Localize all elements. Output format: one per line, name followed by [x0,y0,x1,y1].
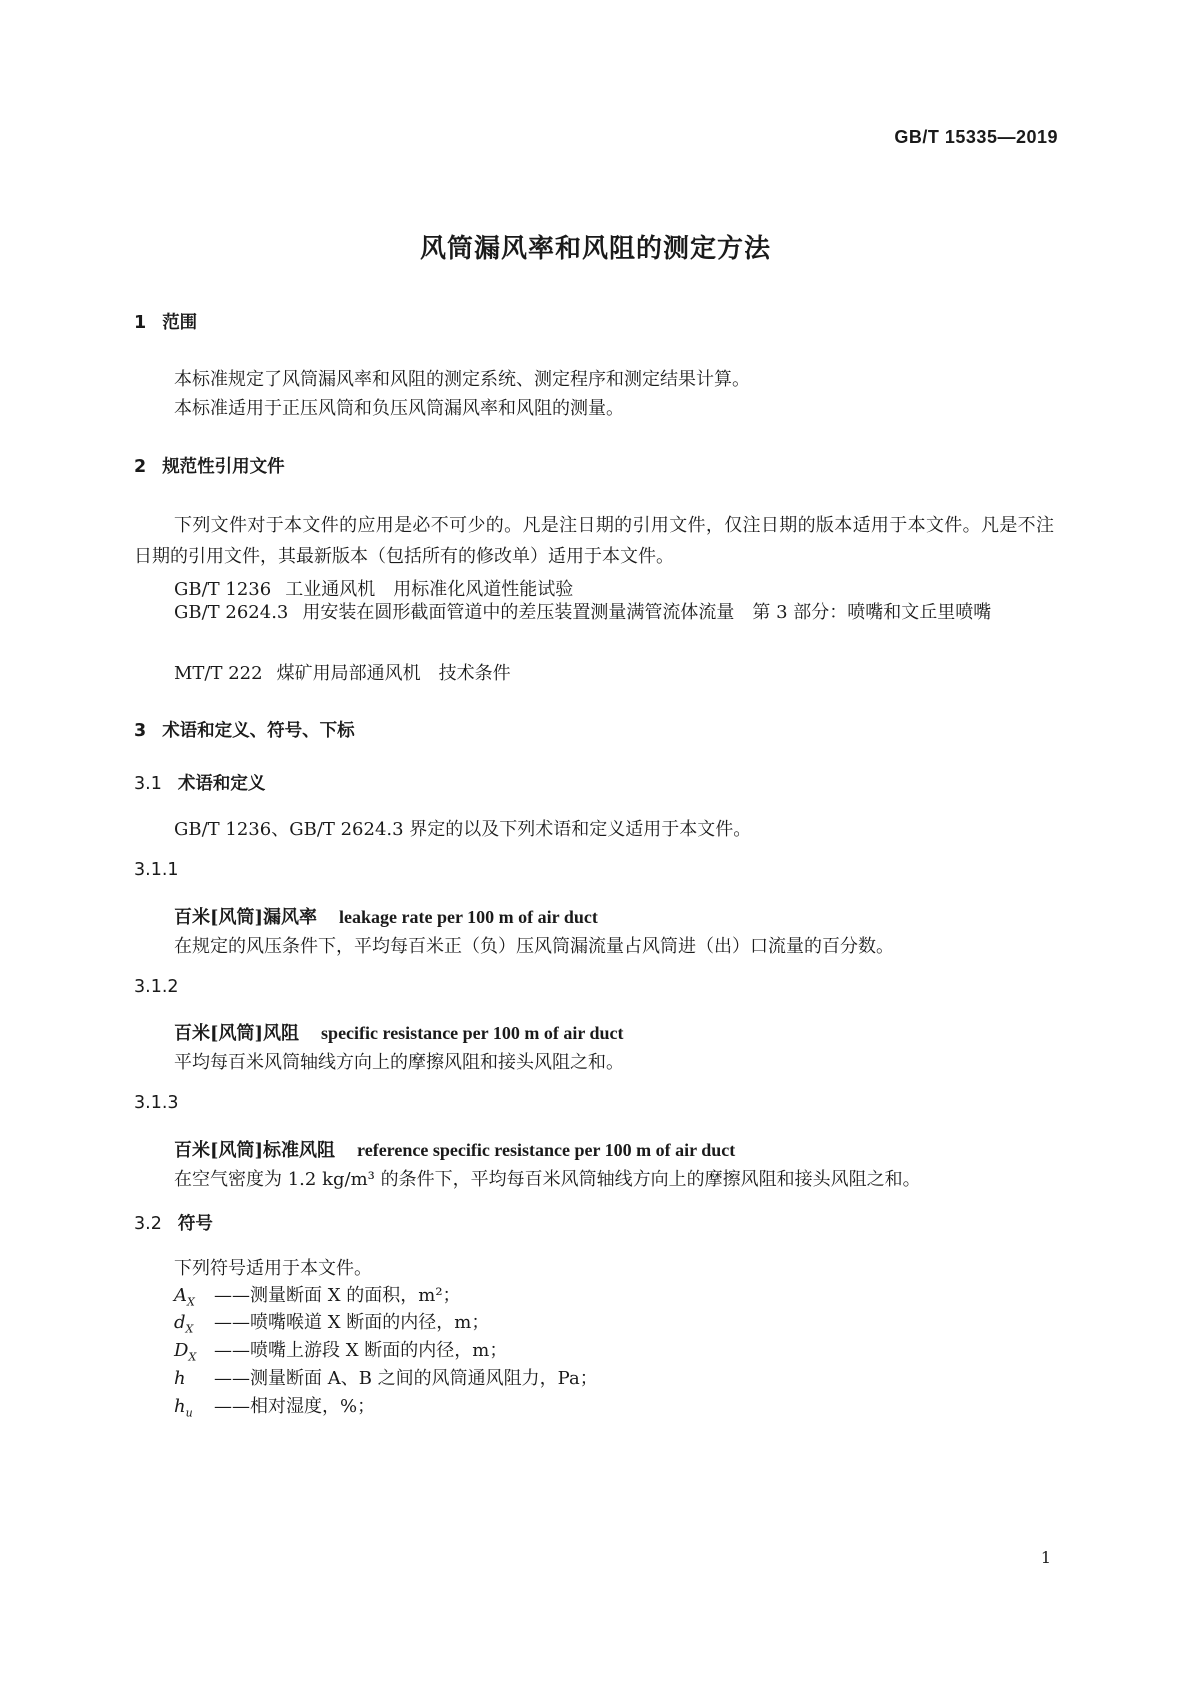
subsection-number: 3.1 [134,774,162,794]
section-title: 术语和定义、符号、下标 [162,721,355,741]
symbol: $d_X$ [174,1312,194,1336]
section-2-paragraph: 下列文件对于本文件的应用是必不可少的。凡是注日期的引用文件，仅注日期的版本适用于本文件。凡是不注日期的引用文件，其最新版本（包括所有的修改单）适用于本文件。 [134,515,1054,567]
term-english: specific resistance per 100 m of air duct [321,1023,624,1043]
symbol-row [174,1392,375,1420]
reference-item [174,659,511,685]
term-chinese: 百米[风筒]风阻 [174,1023,300,1044]
section-title: 范围 [162,313,198,333]
term-english: leakage rate per 100 m of air duct [339,907,598,927]
reference-code: MT/T 222 [174,663,263,684]
subsection-title: 符号 [177,1214,213,1234]
subsection-3-1-heading [134,770,265,795]
symbol-row [174,1336,507,1364]
page-number: 1 [1040,1548,1051,1567]
term-definition: 平均每百米风筒轴线方向上的摩擦风阻和接头风阻之和。 [174,1052,624,1073]
subsection-title: 术语和定义 [177,774,266,794]
symbol-description: ——测量断面 A、B 之间的风筒通风阻力，Pa； [214,1368,598,1389]
section-1-paragraph-2: 本标准适用于正压风筒和负压风筒漏风率和风阻的测量。 [174,398,624,419]
reference-title: 工业通风机 用标准化风道性能试验 [285,579,574,600]
symbol: $D_X$ [174,1340,197,1364]
symbol-row [174,1281,461,1309]
section-number: 2 [134,457,147,477]
section-3-heading [134,717,355,742]
reference-title: 煤矿用局部通风机 技术条件 [276,663,511,684]
standard-code: GB/T 15335—2019 [894,127,1058,147]
reference-item [134,597,1054,628]
symbol: $A_X$ [174,1285,195,1309]
symbol-description: ——测量断面 X 的面积，m²； [214,1285,461,1306]
term-definition: 在空气密度为 1.2 kg/m³ 的条件下，平均每百米风筒轴线方向上的摩擦风阻和接头风阻之和。 [174,1169,921,1190]
symbol-description: ——喷嘴上游段 X 断面的内径，m； [214,1340,508,1361]
section-number: 3 [134,721,147,741]
terms-intro: GB/T 1236、GB/T 2624.3 界定的以及下列术语和定义适用于本文件。 [174,819,752,840]
term-definition: 在规定的风压条件下，平均每百米正（负）压风筒漏流量占风筒进（出）口流量的百分数。 [174,936,894,957]
term-entry [174,1019,624,1045]
term-english: reference specific resistance per 100 m of air duct [357,1140,736,1160]
subsection-number: 3.2 [134,1214,162,1234]
symbol-row [174,1308,489,1336]
section-1-heading [134,309,197,334]
symbol: $h_u$ [174,1396,193,1420]
reference-code: GB/T 1236 [174,579,272,600]
section-title: 规范性引用文件 [162,457,285,477]
term-chinese: 百米[风筒]标准风阻 [174,1140,336,1161]
symbol-description: ——相对湿度，%； [214,1396,376,1417]
symbol: h [174,1368,186,1389]
reference-code: GB/T 2624.3 [174,602,289,623]
symbol-row [174,1364,598,1392]
term-number: 3.1.3 [134,1093,179,1113]
section-number: 1 [134,313,147,333]
reference-title: 用安装在圆形截面管道中的差压装置测量满管流体流量 第 3 部分：喷嘴和文丘里喷嘴 [302,602,992,623]
term-entry [174,903,598,929]
document-title: 风筒漏风率和风阻的测定方法 [419,234,771,264]
subsection-3-2-heading [134,1210,213,1235]
symbols-intro: 下列符号适用于本文件。 [174,1258,372,1279]
section-1-paragraph-1: 本标准规定了风筒漏风率和风阻的测定系统、测定程序和测定结果计算。 [174,369,750,390]
term-number: 3.1.2 [134,977,179,997]
term-chinese: 百米[风筒]漏风率 [174,907,318,928]
term-number: 3.1.1 [134,860,179,880]
section-2-heading [134,453,285,478]
term-entry [174,1136,735,1162]
symbol-description: ——喷嘴喉道 X 断面的内径，m； [214,1312,490,1333]
